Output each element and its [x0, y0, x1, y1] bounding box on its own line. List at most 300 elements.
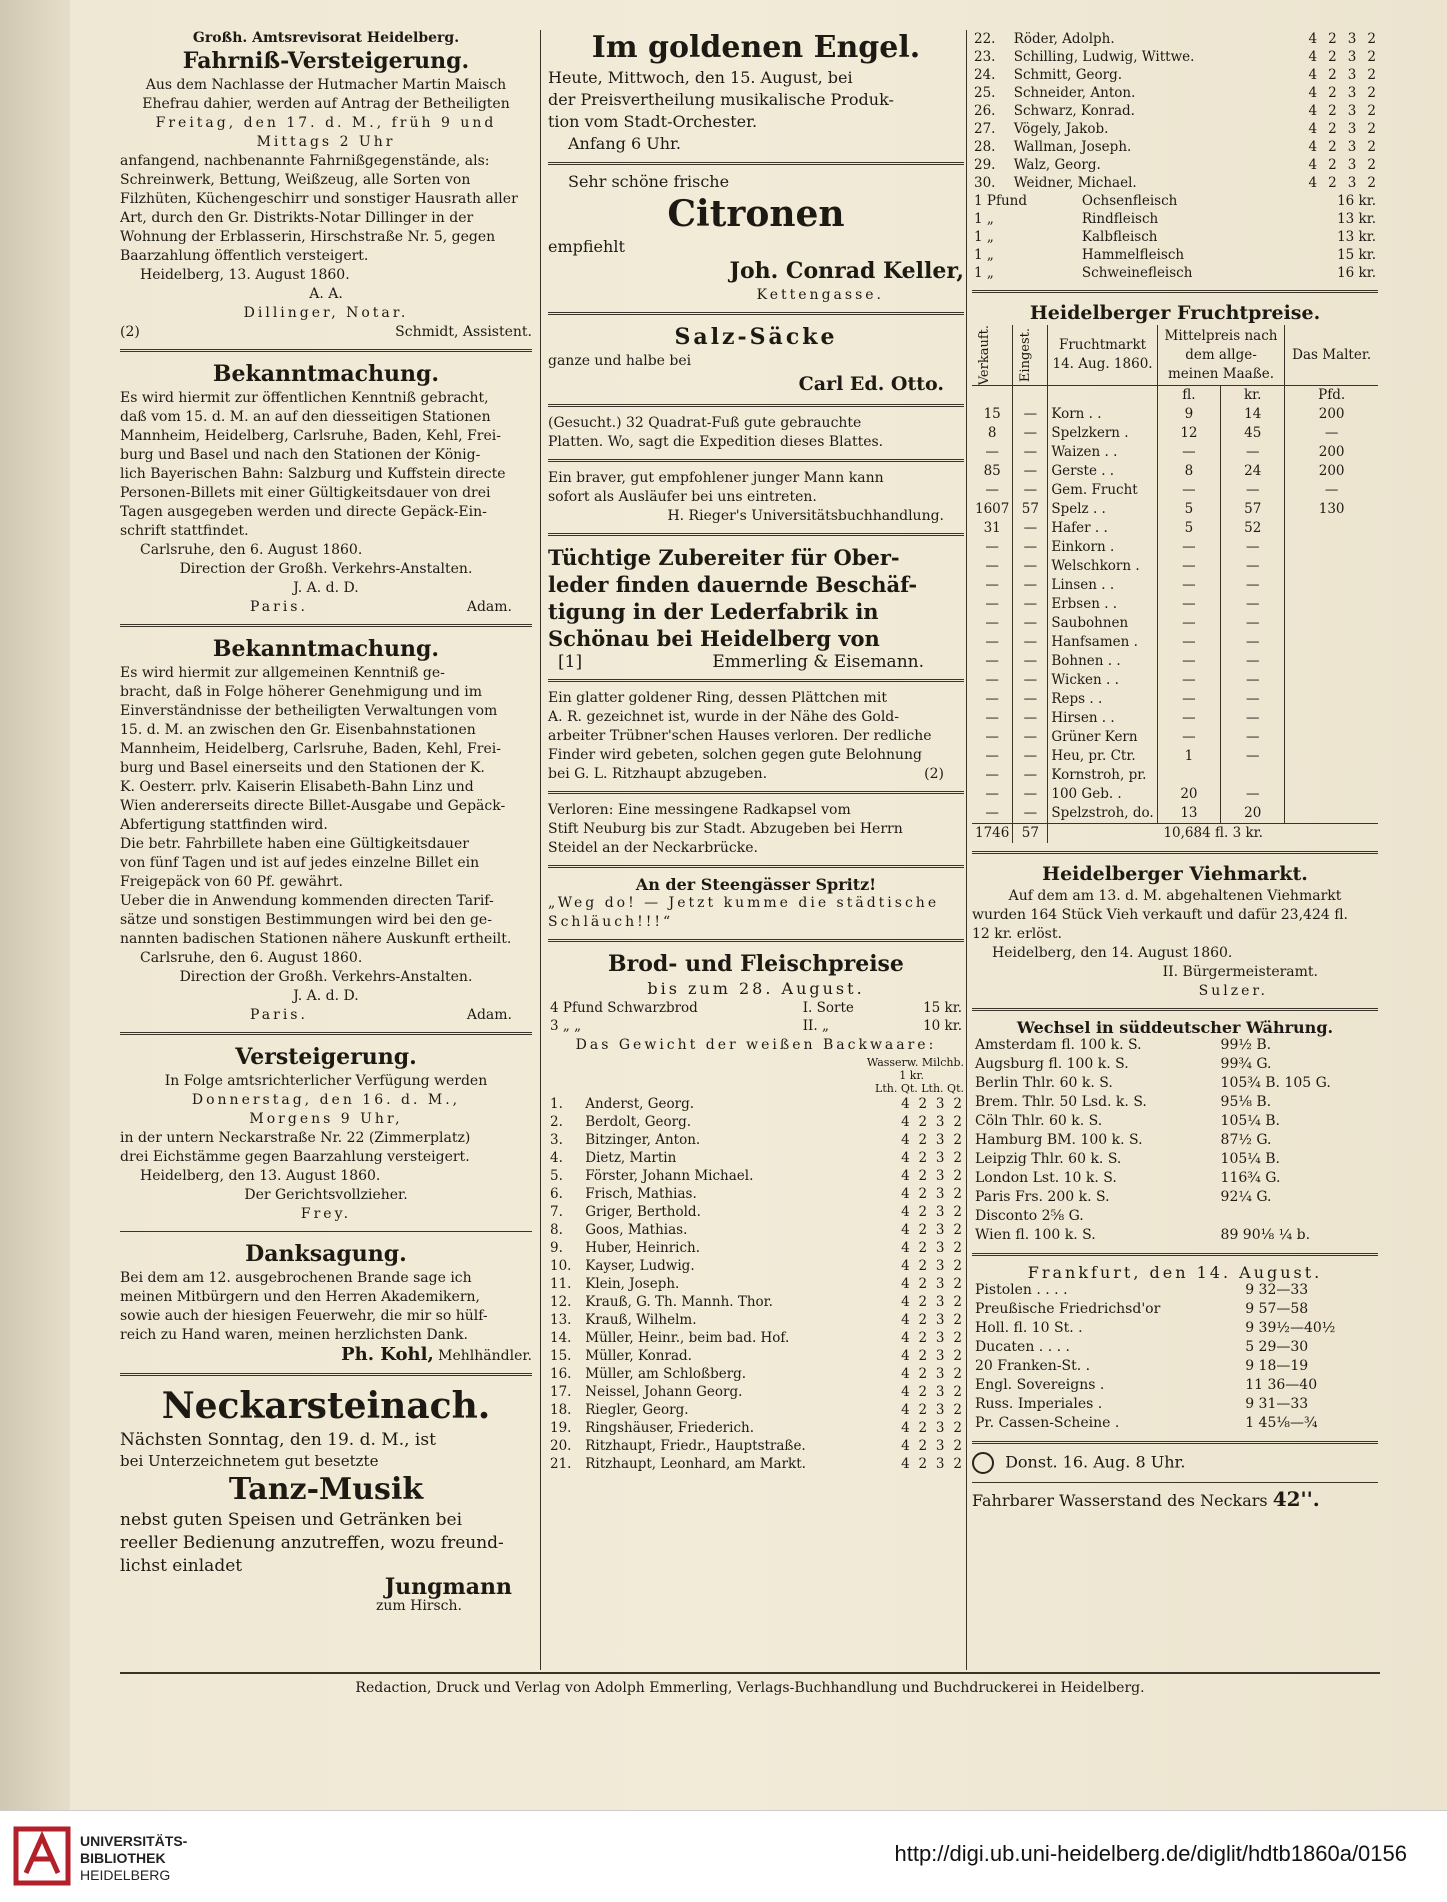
- water-level-label: Fahrbarer Wasserstand des Neckars: [972, 1491, 1268, 1511]
- weight-value: 2: [1367, 175, 1376, 191]
- baker-name: Vögely, Jakob.: [1013, 121, 1109, 137]
- weight-value: 2: [1328, 49, 1337, 65]
- baker-name: Krauß, Wilhelm.: [585, 1312, 697, 1328]
- signature: Schmidt, Assistent.: [395, 324, 532, 340]
- weight-value: 2: [953, 1186, 962, 1202]
- baker-name: Klein, Joseph.: [585, 1276, 680, 1292]
- baker-name: Kayser, Ludwig.: [585, 1258, 695, 1274]
- separator: [972, 1008, 1378, 1011]
- text-line: Carlsruhe, den 6. August 1860.: [140, 542, 363, 558]
- price-fl: —: [1157, 481, 1220, 500]
- weight-value: 4: [1308, 139, 1318, 155]
- weight-value: 3: [935, 1384, 945, 1400]
- price-kr: [1221, 766, 1285, 785]
- office-name: Großh. Amtsrevisorat Heidelberg.: [192, 30, 460, 46]
- cell: II. „: [802, 1018, 829, 1034]
- weight-value: 3: [1347, 49, 1357, 65]
- weight-value: 2: [953, 1204, 962, 1220]
- signature: Joh. Conrad Keller,: [729, 258, 964, 284]
- text-line: schrift stattfindet.: [120, 523, 249, 539]
- moon-date: Donst. 16. Aug. 8 Uhr.: [1005, 1452, 1186, 1472]
- separator: [972, 1253, 1378, 1256]
- weight-value: 3: [935, 1456, 945, 1472]
- meat-name: Ochsenfleisch: [1081, 193, 1178, 209]
- text-line: Aus dem Nachlasse der Hutmacher Martin Maisch: [145, 77, 507, 93]
- weight-value: 2: [953, 1384, 962, 1400]
- col-header: Lth. Qt. Lth. Qt.: [875, 1082, 964, 1095]
- library-name-line: BIBLIOTHEK: [80, 1850, 166, 1866]
- weight-pfd: [1285, 538, 1378, 557]
- weight-value: 2: [1328, 139, 1337, 155]
- weight-value: 4: [901, 1114, 910, 1130]
- text-line: Ueber die in Anwendung kommenden directen Tarif-: [120, 893, 494, 909]
- weight-value: 4: [1308, 157, 1318, 173]
- table-row: [972, 804, 1378, 824]
- stored: —: [1013, 690, 1048, 709]
- baker-name: Müller, Konrad.: [585, 1348, 692, 1364]
- weight-value: 2: [953, 1402, 962, 1418]
- sold: —: [985, 596, 999, 613]
- baker-name: Müller, am Schloßberg.: [585, 1366, 747, 1382]
- text-line: Schreinwerk, Bettung, Weißzeug, alle Sorten von: [120, 172, 471, 188]
- quantity: 1 „: [974, 247, 994, 263]
- separator: [972, 851, 1378, 854]
- rate: 9 31—33: [1245, 1396, 1309, 1413]
- table-row: [972, 557, 1378, 576]
- baker-name: Huber, Heinrich.: [585, 1240, 701, 1256]
- row-number: 24.: [974, 67, 996, 83]
- label: Pistolen . . . .: [975, 1282, 1068, 1299]
- label: Engl. Sovereigns .: [975, 1377, 1105, 1394]
- meat-table: [972, 192, 1378, 282]
- table-row: [548, 1257, 964, 1275]
- weight-value: 2: [953, 1222, 962, 1238]
- price-kr: —: [1221, 595, 1285, 614]
- price-kr: —: [1221, 709, 1285, 728]
- price-fl: —: [1157, 595, 1220, 614]
- label: Hamburg BM. 100 k. S.: [975, 1132, 1143, 1149]
- separator: [548, 162, 964, 165]
- exchange-row: [972, 1074, 1378, 1093]
- table-row: [972, 728, 1378, 747]
- text-line: sofort als Ausläufer bei uns eintreten.: [548, 489, 817, 505]
- exchange-row: [972, 1093, 1378, 1112]
- text-line: Dillinger, Notar.: [243, 305, 409, 321]
- text-line: Der Gerichtsvollzieher.: [244, 1187, 408, 1203]
- row-number: 12.: [550, 1294, 572, 1310]
- text-line: Wohnung der Erblasserin, Hirschstraße Nr. 5, gegen: [120, 229, 496, 245]
- text-line: sowie auch der hiesigen Feuerwehr, die mir so hülf-: [120, 1308, 488, 1324]
- exchange-table: [972, 1036, 1378, 1245]
- text-line: der Preisvertheilung musikalische Produk-: [548, 90, 894, 109]
- baker-name: Weidner, Michael.: [1013, 175, 1137, 191]
- text-line: Baarzahlung öffentlich versteigert.: [120, 248, 369, 264]
- table-row: [548, 1329, 964, 1347]
- weight-value: 2: [918, 1204, 928, 1220]
- text-line: wurden 164 Stück Vieh verkauft und dafür 23,424 fl.: [972, 907, 1348, 924]
- signature: Jungmann: [384, 1574, 512, 1600]
- text-line: Frey.: [300, 1206, 352, 1222]
- text-line: Platten. Wo, sagt die Expedition dieses Blattes.: [548, 434, 884, 450]
- row-number: 26.: [974, 103, 996, 119]
- text-line: Wien andererseits directe Billet-Ausgabe und Gepäck-: [120, 798, 506, 814]
- table-row: [548, 1311, 964, 1329]
- weight-pfd: [1285, 766, 1378, 785]
- table-row: [548, 1203, 964, 1221]
- sold: —: [985, 748, 999, 765]
- table-row: [972, 652, 1378, 671]
- text-line: Steidel an der Neckarbrücke.: [548, 840, 758, 856]
- text-line: tion vom Stadt-Orchester.: [548, 112, 758, 131]
- weight-value: 3: [935, 1222, 945, 1238]
- separator: [548, 533, 964, 536]
- weight-value: 2: [1367, 85, 1376, 101]
- column-rule: [540, 30, 541, 1670]
- cell: 4 Pfund Schwarzbrod: [550, 1000, 698, 1016]
- text-line: Das Gewicht der weißen Backwaare:: [575, 1037, 937, 1053]
- baker-name: Schneider, Anton.: [1013, 85, 1136, 101]
- weight-value: 4: [901, 1366, 910, 1382]
- ad-junger-mann: [548, 470, 964, 525]
- cell: 1746: [972, 824, 1013, 844]
- table-row: [972, 747, 1378, 766]
- weight-value: 3: [935, 1366, 945, 1382]
- text-line: Art, durch den Gr. Distrikts-Notar Dillinger in der: [120, 210, 474, 226]
- stored: —: [1013, 633, 1048, 652]
- bread-table: [548, 999, 964, 1035]
- weight-value: 4: [901, 1204, 910, 1220]
- exchange-row: [972, 1150, 1378, 1169]
- price-kr: —: [1221, 614, 1285, 633]
- heading: Wechsel in süddeutscher Währung.: [1016, 1018, 1334, 1038]
- text-line: Verloren: Eine messingene Radkapsel vom: [548, 802, 851, 818]
- rate: 99½ B.: [1220, 1037, 1272, 1054]
- table-row: [972, 192, 1378, 210]
- grain-table: [972, 325, 1378, 843]
- signature: Emmerling & Eisemann.: [712, 652, 924, 672]
- stored: —: [1013, 424, 1048, 443]
- price-fl: 1: [1157, 747, 1220, 766]
- unit: Pfd.: [1285, 386, 1378, 406]
- quantity: 1 „: [974, 265, 994, 281]
- grain-name: Gerste . .: [1048, 462, 1157, 481]
- heading: Citronen: [667, 193, 845, 235]
- weight-value: 4: [901, 1096, 910, 1112]
- weight-value: 3: [935, 1150, 945, 1166]
- baker-name: Schmitt, Georg.: [1013, 67, 1123, 83]
- row-number: 4.: [550, 1150, 563, 1166]
- label: Cöln Thlr. 60 k. S.: [975, 1113, 1103, 1130]
- sold: —: [985, 558, 999, 575]
- weight-value: 2: [918, 1312, 928, 1328]
- text-line: bracht, daß in Folge höherer Genehmigung und im: [120, 684, 483, 700]
- text-line: Mannheim, Heidelberg, Carlsruhe, Baden, Kehl, Frei-: [120, 741, 501, 757]
- separator: [120, 624, 532, 627]
- price: 16 kr.: [1337, 265, 1376, 281]
- label: Berlin Thlr. 60 k. S.: [975, 1075, 1113, 1092]
- stored: —: [1013, 709, 1048, 728]
- weight-value: 4: [1308, 175, 1318, 191]
- weight-value: 3: [935, 1132, 945, 1148]
- baker-name: Schilling, Ludwig, Wittwe.: [1013, 49, 1195, 65]
- weight-value: 3: [1347, 31, 1357, 47]
- sold: —: [985, 691, 999, 708]
- price-fl: [1157, 766, 1220, 785]
- weight-value: 3: [935, 1438, 945, 1454]
- table-row: [548, 1365, 964, 1383]
- table-row: [548, 1347, 964, 1365]
- column-rule: [966, 30, 967, 1670]
- weight-value: 2: [953, 1096, 962, 1112]
- price-kr: —: [1221, 538, 1285, 557]
- weight-value: 3: [1347, 175, 1357, 191]
- rate: 105¾ B. 105 G.: [1220, 1075, 1331, 1092]
- weight-value: 3: [1347, 67, 1357, 83]
- weight-value: 2: [1367, 67, 1376, 83]
- baker-name: Ritzhaupt, Friedr., Hauptstraße.: [585, 1438, 806, 1454]
- row-number: 5.: [550, 1168, 563, 1184]
- weight-value: 2: [953, 1276, 962, 1292]
- baker-name: Förster, Johann Michael.: [585, 1168, 754, 1184]
- weight-value: 2: [918, 1276, 928, 1292]
- weight-value: 2: [1328, 67, 1337, 83]
- weight-value: 4: [901, 1456, 910, 1472]
- price-kr: —: [1221, 557, 1285, 576]
- separator: [548, 404, 964, 407]
- heading: Im goldenen Engel.: [591, 30, 921, 65]
- text-line: Ein glatter goldener Ring, dessen Plättchen mit: [548, 690, 887, 706]
- rate: [1218, 1207, 1378, 1226]
- ad-danksagung: [120, 1240, 532, 1365]
- text-line: 15. d. M. an zwischen den Gr. Eisenbahnstationen: [120, 722, 476, 738]
- weight-value: 2: [918, 1222, 928, 1238]
- table-row: [972, 66, 1378, 84]
- label: Holl. fl. 10 St. .: [975, 1320, 1083, 1337]
- price-kr: —: [1221, 443, 1285, 462]
- table-row: [972, 595, 1378, 614]
- coin-row: [972, 1300, 1378, 1319]
- text-line: drei Eichstämme gegen Baarzahlung versteigert.: [120, 1149, 470, 1165]
- frankfurt: [972, 1264, 1378, 1433]
- row-number: 18.: [550, 1402, 572, 1418]
- weight-pfd: [1285, 633, 1378, 652]
- table-row: [548, 1149, 964, 1167]
- weight-value: 2: [918, 1366, 928, 1382]
- weight-value: 3: [935, 1294, 945, 1310]
- ad-engel: [548, 30, 964, 154]
- table-row: [548, 1455, 964, 1473]
- price-kr: —: [1221, 671, 1285, 690]
- ad-bekanntmachung-1: [120, 360, 532, 616]
- quantity: 1 Pfund: [974, 193, 1027, 209]
- text-line: Filzhüten, Küchengeschirr und sonstiger Hausrath aller: [120, 191, 518, 207]
- row-number: 1.: [550, 1096, 563, 1112]
- table-row: [972, 614, 1378, 633]
- label: Leipzig Thlr. 60 k. S.: [975, 1151, 1122, 1168]
- label: Paris Frs. 200 k. S.: [975, 1189, 1110, 1206]
- stored: —: [1013, 671, 1048, 690]
- table-row: [972, 210, 1378, 228]
- text-line: Heidelberg, 13. August 1860.: [140, 267, 350, 283]
- table-row: [548, 1293, 964, 1311]
- weight-value: 2: [918, 1420, 928, 1436]
- table-row: [548, 1221, 964, 1239]
- grain-name: Wicken . .: [1048, 671, 1157, 690]
- price-fl: —: [1157, 728, 1220, 747]
- table-row: [548, 1095, 964, 1113]
- ad-gesucht: [548, 415, 964, 451]
- weight-value: 2: [953, 1168, 962, 1184]
- sold: —: [985, 653, 999, 670]
- text-line: Nächsten Sonntag, den 19. d. M., ist: [120, 1430, 436, 1450]
- text-line: bei Unterzeichnetem gut besetzte: [120, 1452, 379, 1470]
- sold: —: [985, 729, 999, 746]
- row-number: 2.: [550, 1114, 563, 1130]
- coin-table: [972, 1281, 1378, 1433]
- weight-value: 3: [935, 1114, 945, 1130]
- table-row: [972, 538, 1378, 557]
- mark: [1]: [558, 652, 583, 672]
- table-row: [972, 690, 1378, 709]
- weight-value: 4: [901, 1132, 910, 1148]
- signature: H. Rieger's Universitätsbuchhandlung.: [667, 508, 944, 524]
- grain-name: Hirsen . .: [1048, 709, 1157, 728]
- row-number: 6.: [550, 1186, 563, 1202]
- table-row: [548, 1017, 964, 1035]
- grain-name: Gem. Frucht: [1048, 481, 1157, 500]
- price-fl: —: [1157, 633, 1220, 652]
- weight-pfd: [1285, 519, 1378, 538]
- text-line: Anfang 6 Uhr.: [568, 134, 681, 153]
- text-line: J. A. d. D.: [293, 580, 359, 596]
- price-fl: 5: [1157, 519, 1220, 538]
- weight-value: 2: [1367, 139, 1376, 155]
- text-line: Tüchtige Zubereiter für Ober-: [548, 545, 900, 570]
- price-fl: 12: [1157, 424, 1220, 443]
- library-name: [80, 1833, 187, 1884]
- row-number: 3.: [550, 1132, 563, 1148]
- weight-pfd: —: [1285, 424, 1378, 443]
- text-line: Finder wird gebeten, solchen gegen gute Belohnung: [548, 747, 922, 763]
- rate: 9 18—19: [1245, 1358, 1309, 1375]
- weight-value: 2: [1367, 121, 1376, 137]
- text-line: Donnerstag, den 16. d. M.,: [191, 1092, 461, 1108]
- col-header: Verkauft.: [977, 325, 992, 386]
- heading: Bekanntmachung.: [212, 636, 440, 662]
- weight-value: 3: [935, 1348, 945, 1364]
- weight-value: 2: [953, 1438, 962, 1454]
- weight-value: 2: [918, 1132, 928, 1148]
- weight-pfd: [1285, 595, 1378, 614]
- text-line: Direction der Großh. Verkehrs-Anstalten.: [179, 969, 473, 985]
- viehmarkt: [972, 862, 1378, 1000]
- text-line: leder finden dauernde Beschäf-: [548, 572, 918, 597]
- ad-spritz: [548, 876, 964, 931]
- grain-name: Reps . .: [1048, 690, 1157, 709]
- weight-pfd: [1285, 747, 1378, 766]
- signature: Ph. Kohl,: [341, 1344, 434, 1365]
- cell: 10,684 fl. 3 kr.: [1048, 824, 1378, 844]
- stored: —: [1013, 804, 1048, 824]
- price-kr: 52: [1221, 519, 1285, 538]
- weight-value: 2: [918, 1150, 928, 1166]
- text-line: burg und Basel und nach den Stationen der König-: [120, 447, 481, 463]
- signature-sub: zum Hirsch.: [376, 1598, 462, 1614]
- weight-pfd: [1285, 728, 1378, 747]
- table-row: [972, 30, 1378, 48]
- separator: [548, 865, 964, 868]
- exchange-row: [972, 1112, 1378, 1131]
- table-row: [972, 671, 1378, 690]
- weight-pfd: [1285, 804, 1378, 824]
- subheading: Tanz-Musik: [228, 1472, 424, 1507]
- row-number: 28.: [974, 139, 996, 155]
- weight-value: 4: [901, 1402, 910, 1418]
- price-fl: 5: [1157, 500, 1220, 519]
- weight-value: 2: [953, 1294, 962, 1310]
- heading: An der Steengässer Spritz!: [635, 875, 877, 894]
- weight-value: 2: [918, 1186, 928, 1202]
- grain-name: Saubohnen: [1048, 614, 1157, 633]
- source-url[interactable]: http://digi.ub.uni-heidelberg.de/diglit/hdtb1860a/0156: [894, 1841, 1407, 1866]
- unit: kr.: [1221, 386, 1285, 406]
- separator: [548, 939, 964, 942]
- baker-name: Ringshäuser, Friederich.: [585, 1420, 754, 1436]
- quantity: 1 „: [974, 211, 994, 227]
- weight-value: 3: [935, 1204, 945, 1220]
- stored: —: [1013, 538, 1048, 557]
- text-line: Schönau bei Heidelberg von: [548, 626, 880, 651]
- exchange-row: [972, 1055, 1378, 1074]
- price-kr: —: [1221, 576, 1285, 595]
- weight-value: 2: [953, 1348, 962, 1364]
- row-number: 21.: [550, 1456, 572, 1472]
- meat-name: Hammelfleisch: [1081, 247, 1185, 263]
- sold: 8: [987, 425, 997, 442]
- coin-row: [972, 1338, 1378, 1357]
- weight-value: 4: [901, 1330, 910, 1346]
- text-line: reeller Bedienung anzutreffen, wozu freund-: [120, 1533, 504, 1553]
- table-row: [548, 1185, 964, 1203]
- text-line: Sehr schöne frische: [568, 172, 730, 191]
- weight-value: 2: [1328, 31, 1337, 47]
- price-fl: 13: [1157, 804, 1220, 824]
- text-line: ganze und halbe bei: [548, 353, 692, 369]
- separator: [548, 791, 964, 794]
- baker-name: Walz, Georg.: [1013, 157, 1101, 173]
- rate: 9 39½—40½: [1245, 1320, 1336, 1337]
- weight-value: 2: [1328, 175, 1337, 191]
- weight-value: 2: [918, 1348, 928, 1364]
- table-row: [972, 633, 1378, 652]
- text-line: Auf dem am 13. d. M. abgehaltenen Viehmarkt: [1008, 888, 1342, 905]
- weight-value: 4: [901, 1240, 910, 1256]
- weight-value: 4: [901, 1384, 910, 1400]
- rate: 116¾ G.: [1220, 1170, 1281, 1187]
- meat-name: Schweinefleisch: [1081, 265, 1193, 281]
- heading: Frankfurt, den 14. August.: [1027, 1263, 1323, 1283]
- baker-name: Goos, Mathias.: [585, 1222, 688, 1238]
- text-line: Sulzer.: [1198, 983, 1268, 1000]
- text-line: Bei dem am 12. ausgebrochenen Brande sage ich: [120, 1270, 472, 1286]
- stored: —: [1013, 652, 1048, 671]
- col-header: Das Malter.: [1285, 325, 1378, 386]
- rate: 9 57—58: [1245, 1301, 1309, 1318]
- sold: 15: [983, 406, 1001, 423]
- row-number: 9.: [550, 1240, 563, 1256]
- weight-value: 4: [901, 1168, 910, 1184]
- signature: Paris.: [250, 599, 308, 615]
